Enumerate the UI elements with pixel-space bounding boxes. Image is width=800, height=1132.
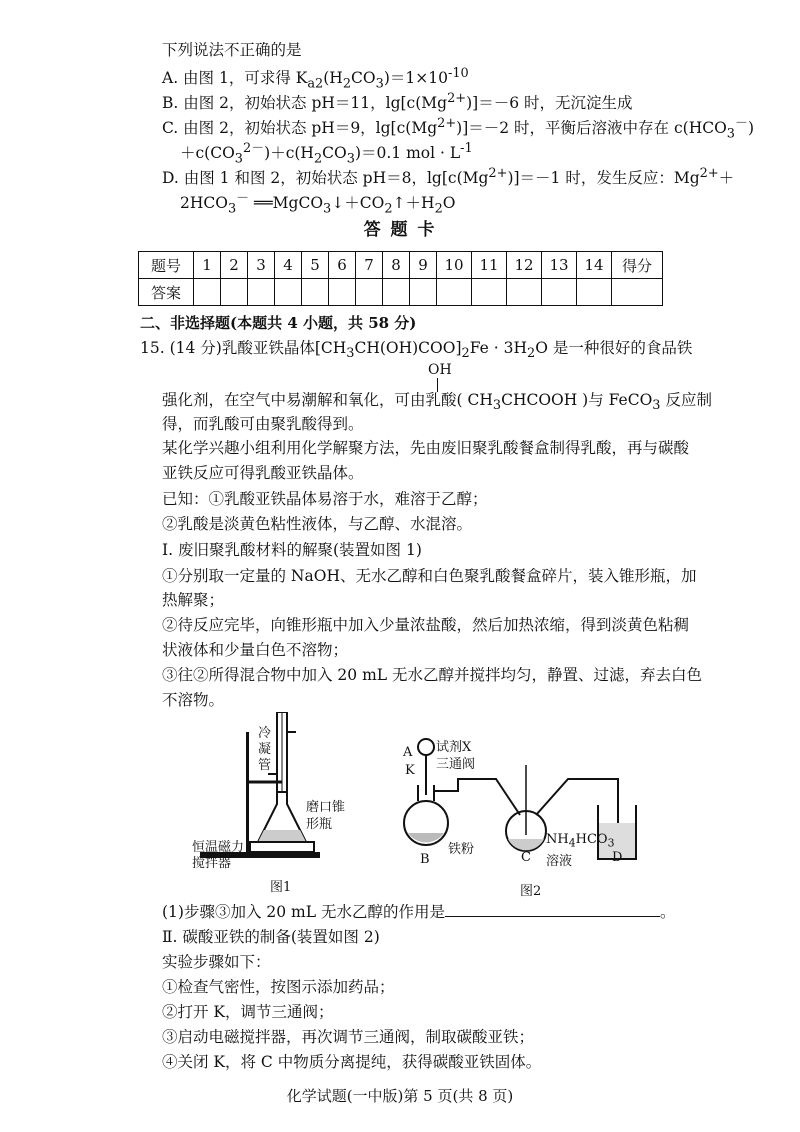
- fig2-label-nh4hco3: $NH_4HCO_3$: [546, 832, 615, 850]
- option-c-cont: $+c(CO_3^{2-})+c(H_2CO_3)=0.1$ mol · $L^{-1}$: [180, 141, 473, 167]
- answer-cell[interactable]: [577, 279, 612, 306]
- fig1-label-condenser: 凝: [258, 742, 272, 757]
- answer-cell[interactable]: [302, 279, 329, 306]
- fig2-caption: 图2: [520, 884, 542, 899]
- q15-line3: 得，而乳酸可由聚乳酸得到。: [162, 415, 364, 433]
- answer-cell[interactable]: [329, 279, 356, 306]
- question-number: 3: [248, 252, 275, 279]
- q15-part1-title: Ⅰ. 废旧聚乳酸材料的解聚(装置如图 1): [162, 541, 422, 559]
- fig2-label-iron: 铁粉: [448, 842, 475, 857]
- question-number: 14: [577, 252, 612, 279]
- page-footer: 化学试题(一中版)第 5 页(共 8 页): [286, 1087, 514, 1105]
- answer-card-title: 答 题 卡: [363, 220, 437, 240]
- tube-b-to-c: [434, 779, 520, 815]
- fig1-label-stirrer: 搅拌器: [192, 856, 232, 871]
- q15-step3b: 不溶物。: [162, 691, 225, 709]
- fig1-label-condenser: 冷: [258, 726, 272, 741]
- row-label-answer: 答案: [139, 279, 194, 306]
- q15-steps-title: 实验步骤如下：: [162, 953, 271, 971]
- question-number: 9: [410, 252, 437, 279]
- q15-part2-title: Ⅱ. 碳酸亚铁的制备(装置如图 2): [162, 928, 380, 946]
- option-c: C. 由图 2，初始状态 pH＝9，$\lg[c(Mg^{2+})]=-2$ 时，平衡后溶液中存在 $c(HCO_3^-)$: [162, 116, 754, 142]
- sub1-text: (1)步骤③加入 20 mL 无水乙醇的作用是: [162, 903, 445, 921]
- q15-step-s3: ③启动电磁搅拌器，再次调节三通阀，制取碳酸亚铁；: [162, 1028, 535, 1046]
- q15-step1b: 热解聚；: [162, 591, 225, 609]
- q15-known2: ②乳酸是淡黄色粘性液体，与乙醇、水混溶。: [162, 515, 473, 533]
- q15-step2a: ②待反应完毕，向锥形瓶中加入少量浓盐酸，然后加热浓缩，得到淡黄色粘稠: [162, 616, 690, 634]
- question-intro: 下列说法不正确的是: [162, 41, 302, 59]
- fig1-label-flask: 形瓶: [306, 817, 333, 832]
- option-d: D. 由图 1 和图 2，初始状态 pH＝8，$\lg[c(Mg^{2+})]=-1$ 时，发生反应：$Mg^{2+}+$: [162, 166, 735, 188]
- q15-step-s2: ②打开 K，调节三通阀；: [162, 1003, 334, 1021]
- q15-line1: 15. (14 分)乳酸亚铁晶体$[CH_3CH(OH)COO]_2Fe \cdot 3H_2O$ 是一种很好的食品铁: [140, 339, 693, 362]
- fig2-label-a: A: [403, 745, 413, 760]
- question-number: 13: [542, 252, 577, 279]
- question-number: 1: [194, 252, 221, 279]
- answer-cell[interactable]: [221, 279, 248, 306]
- fig2-label-b: B: [420, 852, 430, 867]
- score-label: 得分: [612, 252, 663, 279]
- fig2-label-reagent: 试剂X: [436, 740, 472, 755]
- answer-card-number-row: [139, 252, 663, 279]
- question-number: 7: [356, 252, 383, 279]
- answer-cell[interactable]: [507, 279, 542, 306]
- answer-cell[interactable]: [248, 279, 275, 306]
- answer-cell[interactable]: [383, 279, 410, 306]
- answer-card-table: [138, 251, 663, 306]
- q15-step-s4: ④关闭 K，将 C 中物质分离提纯，获得碳酸亚铁固体。: [162, 1053, 542, 1071]
- question-number: 4: [275, 252, 302, 279]
- fig1-label-stirrer: 恒温磁力: [192, 840, 245, 855]
- fig1-label-flask: 磨口锥: [306, 800, 346, 815]
- row-label-number: 题号: [139, 252, 194, 279]
- dropping-funnel: [418, 739, 434, 755]
- question-number: 2: [221, 252, 248, 279]
- question-number: 11: [472, 252, 507, 279]
- option-b: B. 由图 2，初始状态 pH＝11，$\lg[c(Mg^{2+})]=-6$ 时，无沉淀生成: [162, 91, 633, 113]
- fig2-label-k: K: [405, 763, 415, 778]
- question-number: 6: [329, 252, 356, 279]
- magnetic-stirrer: [250, 842, 314, 852]
- q15-line2: 强化剂，在空气中易潮解和氧化，可由乳酸( $CH_3CHCOOH$ )与 FeCO$_3$ 反应制: [162, 391, 712, 414]
- q15-step-s1: ①检查气密性，按图示添加药品；: [162, 978, 395, 996]
- answer-cell[interactable]: [542, 279, 577, 306]
- section-2-title: 二、非选择题(本题共 4 小题，共 58 分): [140, 314, 417, 332]
- answer-cell[interactable]: [194, 279, 221, 306]
- q15-step1a: ①分别取一定量的 NaOH、无水乙醇和白色聚乳酸餐盒碎片，装入锥形瓶，加: [162, 567, 697, 585]
- option-d-cont: $2HCO_3^-$ $══MgCO_3↓+CO_2↑+H_2O$: [180, 191, 456, 217]
- answer-cell[interactable]: [410, 279, 437, 306]
- fig2-label-valve: 三通阀: [436, 757, 476, 772]
- answer-cell[interactable]: [472, 279, 507, 306]
- question-number: 12: [507, 252, 542, 279]
- flask-c-liquid: [508, 839, 544, 850]
- q15-sub1: [162, 902, 675, 922]
- option-a: A. 由图 1，可求得 $K_{a2}(H_2CO_3)=1\times 10^{-10}$: [162, 66, 469, 92]
- score-cell[interactable]: [612, 279, 663, 306]
- stand-rod: [246, 732, 249, 852]
- flask-liquid: [258, 830, 306, 842]
- answer-cell[interactable]: [356, 279, 383, 306]
- question-number: 8: [383, 252, 410, 279]
- sub1-end: 。: [659, 903, 676, 921]
- fig1-label-condenser: 管: [258, 758, 272, 773]
- question-number: 10: [437, 252, 472, 279]
- answer-card-answer-row: [139, 279, 663, 306]
- q15-step3a: ③往②所得混合物中加入 20 mL 无水乙醇并搅拌均匀，静置、过滤，弃去白色: [162, 666, 702, 684]
- fig2-label-solution: 溶液: [546, 854, 573, 869]
- fig1-caption: 图1: [270, 880, 292, 895]
- answer-cell[interactable]: [275, 279, 302, 306]
- fig2-label-c: C: [521, 850, 531, 865]
- q15-oh-label: OH: [428, 362, 452, 378]
- answer-cell[interactable]: [437, 279, 472, 306]
- question-number: 5: [302, 252, 329, 279]
- q15-line4: 某化学兴趣小组利用化学解聚方法，先由废旧聚乳酸餐盒制得乳酸，再与碳酸: [162, 439, 690, 457]
- fig2-label-d: D: [612, 850, 623, 865]
- q15-step2b: 状液体和少量白色不溶物；: [162, 641, 349, 659]
- answer-blank[interactable]: [445, 902, 660, 917]
- q15-line5: 亚铁反应可得乳酸亚铁晶体。: [162, 464, 364, 482]
- q15-known1: 已知：①乳酸亚铁晶体易溶于水，难溶于乙醇；: [162, 490, 488, 508]
